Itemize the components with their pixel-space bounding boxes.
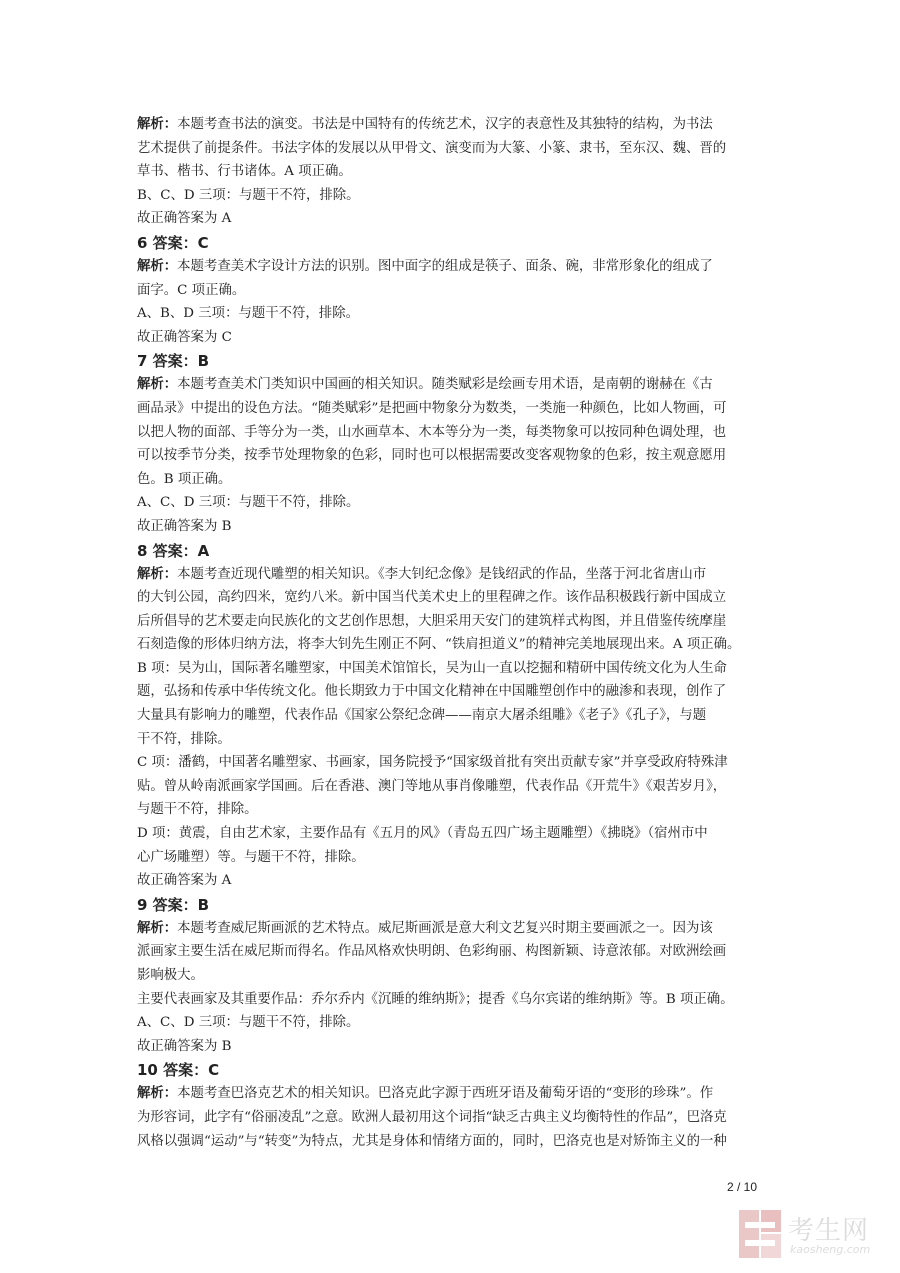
- text-line: [137, 964, 767, 988]
- line-text: 风格以强调“运动”与“转变”为特点，尤其是身体和情绪方面的，同时，巴洛克也是对矫饰主义的一种: [137, 1133, 727, 1149]
- line-text: 画品录》中提出的设色方法。“随类赋彩”是把画中物象分为数类，一类施一种颜色，比如人物画，可: [137, 400, 727, 416]
- line-text: 故正确答案为 B: [137, 518, 232, 534]
- text-line: [137, 633, 767, 657]
- text-line: [137, 680, 767, 704]
- line-text: 面字。C 项正确。: [137, 282, 246, 298]
- text-line: [137, 869, 767, 893]
- line-text: 故正确答案为 B: [137, 1038, 232, 1054]
- analysis-label: 解析：: [137, 376, 178, 393]
- text-line: [137, 1082, 767, 1106]
- line-text: A、C、D 三项：与题干不符，排除。: [137, 1015, 360, 1031]
- watermark-name: 考生网: [788, 1216, 870, 1246]
- text-line: [137, 255, 767, 279]
- text-line: [137, 113, 767, 137]
- text-line: [137, 657, 767, 681]
- text-line: [137, 728, 767, 752]
- line-text: 影响极大。: [137, 968, 204, 983]
- text-line: [137, 988, 767, 1012]
- line-text: 本题考查巴洛克艺术的相关知识。巴洛克此字源于西班牙语及葡萄牙语的“变形的珍珠”。作: [177, 1086, 714, 1102]
- text-line: [137, 302, 767, 326]
- line-text: 与题干不符，排除。: [137, 802, 258, 818]
- text-line: [137, 751, 767, 775]
- document-body: [137, 107, 767, 1153]
- page-number: 2 / 10: [727, 1180, 758, 1194]
- answer-header: 10 答案：C: [137, 1061, 220, 1080]
- line-text: 故正确答案为 A: [137, 211, 232, 227]
- line-text: A、B、D 三项：与题干不符，排除。: [137, 306, 359, 322]
- text-line: [137, 397, 767, 421]
- answer-header: 9 答案：B: [137, 895, 210, 914]
- text-line: [137, 444, 767, 468]
- text-line: [137, 515, 767, 539]
- line-text: 大量具有影响力的雕塑，代表作品《国家公祭纪念碑——南京大屠杀组雕》《老子》《孔子》，与题: [137, 708, 707, 724]
- line-text: 题，弘扬和传承中华传统文化。他长期致力于中国文化精神在中国雕塑创作中的融渗和表现，创作了: [137, 684, 727, 700]
- text-line: [137, 704, 767, 728]
- text-line: [137, 1011, 767, 1035]
- text-line: [137, 940, 767, 964]
- text-line: [137, 421, 767, 445]
- text-line: [137, 917, 767, 941]
- text-line: [137, 1106, 767, 1130]
- text-line: [137, 279, 767, 303]
- line-text: 艺术提供了前提条件。书法字体的发展以从甲骨文、演变而为大篆、小篆、隶书，至东汉、魏、晋的: [137, 140, 727, 156]
- line-text: 本题考查美术字设计方法的识别。图中面字的组成是筷子、面条、碗，非常形象化的组成了: [177, 258, 713, 274]
- line-text: 主要代表画家及其重要作品：乔尔乔内《沉睡的维纳斯》；提香《乌尔宾诺的维纳斯》等。B 项正确。: [137, 991, 734, 1007]
- line-text: C 项：潘鹤，中国著名雕塑家、书画家，国务院授予“国家级首批有突出贡献专家”并享受政府特殊津: [137, 755, 728, 771]
- line-text: A、C、D 三项：与题干不符，排除。: [137, 495, 360, 511]
- text-line: [137, 846, 767, 870]
- analysis-label: 解析：: [137, 919, 178, 936]
- text-line: [137, 468, 767, 492]
- line-text: 可以按季节分类，按季节处理物象的色彩，同时也可以根据需要改变客观物象的色彩，按主观意愿用: [137, 448, 727, 464]
- line-text: 草书、楷书、行书诸体。A 项正确。: [137, 164, 352, 180]
- line-text: 干不符，排除。: [137, 731, 231, 747]
- line-text: 以把人物的面部、手等分为一类，山水画草本、木本等分为一类，每类物象可以按同种色调处理，也: [137, 424, 727, 440]
- answer-header: 8 答案：A: [137, 541, 210, 560]
- line-text: 本题考查书法的演变。书法是中国特有的传统艺术，汉字的表意性及其独特的结构，为书法: [177, 117, 713, 132]
- text-line: [137, 775, 767, 799]
- analysis-label: 解析：: [137, 257, 178, 274]
- watermark-url: kaosheng.com: [790, 1243, 871, 1256]
- text-line: [137, 184, 767, 208]
- text-line: [137, 207, 767, 231]
- line-text: 的大钊公园，高约四米，宽约八米。新中国当代美术史上的里程碑之作。该作品积极践行新中国成立: [137, 590, 727, 606]
- text-line: [137, 586, 767, 610]
- kaosheng-watermark: [737, 1206, 887, 1262]
- text-line: [137, 822, 767, 846]
- line-text: 色。B 项正确。: [137, 471, 232, 487]
- line-text: B 项：吴为山，国际著名雕塑家，中国美术馆馆长，吴为山一直以挖掘和精研中国传统文化为人生命: [137, 660, 727, 676]
- text-line: [137, 610, 767, 634]
- line-text: 故正确答案为 A: [137, 873, 232, 889]
- line-text: 为形容词，此字有“俗丽凌乱”之意。欧洲人最初用这个词指“缺乏古典主义均衡特性的作品”，巴洛克: [137, 1109, 727, 1125]
- text-line: [137, 373, 767, 397]
- line-text: D 项：黄震，自由艺术家，主要作品有《五月的风》（青岛五四广场主题雕塑）《拂晓》（宿州市中: [137, 826, 708, 842]
- text-line: [137, 326, 767, 350]
- line-text: 后所倡导的艺术要走向民族化的文艺创作思想，大胆采用天安门的建筑样式构图，并且借鉴传统摩崖: [137, 613, 727, 629]
- line-text: 本题考查美术门类知识中国画的相关知识。随类赋彩是绘画专用术语，是南朝的谢赫在《古: [177, 377, 713, 393]
- text-line: [137, 1130, 767, 1154]
- line-text: 本题考查威尼斯画派的艺术特点。威尼斯画派是意大利文艺复兴时期主要画派之一。因为该: [177, 920, 713, 936]
- kaosheng-logo-icon: [737, 1208, 783, 1260]
- text-line: [137, 563, 767, 587]
- text-line: [137, 160, 767, 184]
- line-text: B、C、D 三项：与题干不符，排除。: [137, 187, 360, 203]
- line-text: 石刻造像的形体归纳方法，将李大钊先生刚正不阿、“铁肩担道义”的精神完美地展现出来。A 项正确。: [137, 637, 741, 653]
- text-line: [137, 1035, 767, 1059]
- text-line: [137, 798, 767, 822]
- text-line: [137, 137, 767, 161]
- line-text: 派画家主要生活在威尼斯而得名。作品风格欢快明朗、色彩绚丽、构图新颖、诗意浓郁。对欧洲绘画: [137, 944, 727, 960]
- line-text: 故正确答案为 C: [137, 329, 232, 345]
- analysis-label: 解析：: [137, 1085, 178, 1102]
- analysis-label: 解析：: [137, 565, 178, 582]
- analysis-label: 解析：: [137, 116, 178, 132]
- line-text: 贴。曾从岭南派画家学国画。后在香港、澳门等地从事肖像雕塑，代表作品《开荒牛》《艰苦岁月》，: [137, 778, 727, 794]
- line-text: 心广场雕塑）等。与题干不符，排除。: [137, 849, 365, 865]
- answer-header: 7 答案：B: [137, 352, 210, 371]
- text-line: [137, 491, 767, 515]
- line-text: 本题考查近现代雕塑的相关知识。《李大钊纪念像》是钱绍武的作品，坐落于河北省唐山市: [177, 566, 707, 582]
- answer-header: 6 答案：C: [137, 233, 209, 252]
